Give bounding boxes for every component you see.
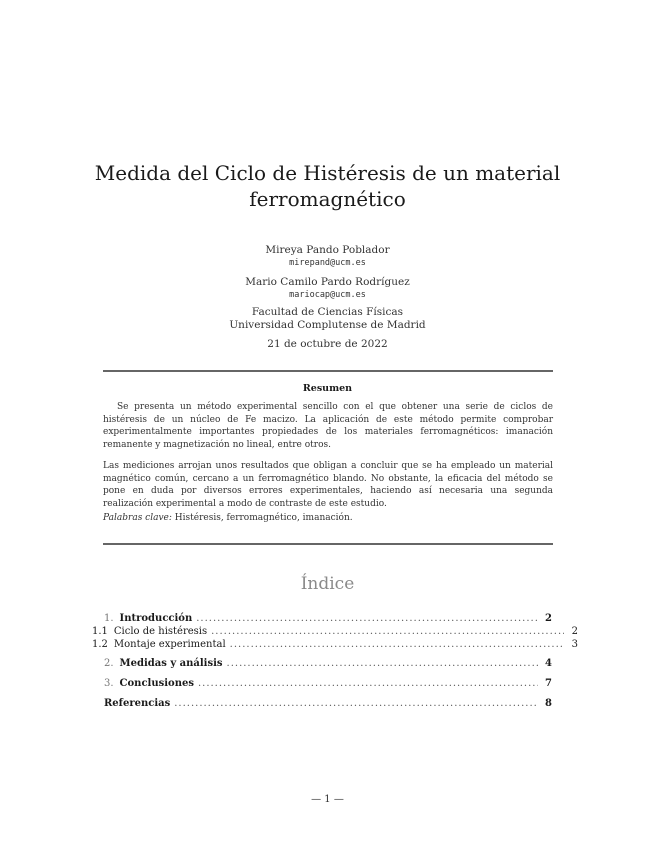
paper-title-line-2: ferromagnético bbox=[249, 187, 406, 211]
toc-entry-number: 1.1 bbox=[92, 626, 108, 637]
author-email[interactable]: mariocap@ucm.es bbox=[289, 290, 366, 300]
abstract-paragraph-1: Se presenta un método experimental sencillo con el que obtener una serie de ciclos de histéresis de un núcleo de Fe macizo. La aplicación de este método permite comprobar experimentalmente importantes propiedades de los materiales ferromagnéticos: imanación remanente y magnetización no lineal, entre otros. bbox=[103, 402, 553, 450]
toc-heading: Índice bbox=[300, 574, 355, 594]
toc-entry-number: 1.2 bbox=[92, 639, 108, 650]
toc-leader-dots bbox=[227, 657, 538, 670]
author-email[interactable]: mirepand@ucm.es bbox=[289, 258, 366, 268]
toc-entry-page: 2 bbox=[571, 626, 578, 637]
toc-entry-introduccion[interactable] bbox=[104, 612, 552, 625]
page-number-footer: — 1 — bbox=[311, 794, 344, 805]
paper-title bbox=[0, 160, 655, 212]
author-name: Mireya Pando Poblador bbox=[265, 244, 390, 256]
toc-leader-dots bbox=[211, 625, 564, 638]
toc-leader-dots bbox=[174, 697, 538, 710]
author-name: Mario Camilo Pardo Rodríguez bbox=[245, 276, 410, 288]
toc-entry-page: 4 bbox=[545, 658, 552, 669]
affiliation-faculty: Facultad de Ciencias Físicas bbox=[251, 306, 404, 318]
toc-leader-dots bbox=[198, 677, 538, 690]
toc-entry-page: 2 bbox=[545, 613, 552, 624]
toc-entry-label: Introducción bbox=[119, 613, 193, 624]
paper-title-line-1: Medida del Ciclo de Histéresis de un material bbox=[94, 161, 561, 185]
abstract-heading: Resumen bbox=[302, 383, 353, 394]
toc-entry-number: 1. bbox=[104, 613, 114, 624]
toc-entry-label: Referencias bbox=[104, 698, 171, 709]
toc-entry-page: 7 bbox=[545, 678, 552, 689]
keywords-value: Histéresis, ferromagnético, imanación. bbox=[174, 513, 353, 523]
abstract-top-rule bbox=[103, 370, 553, 372]
toc-entry-label: Ciclo de histéresis bbox=[113, 626, 208, 637]
toc-entry-number: 2. bbox=[104, 658, 114, 669]
toc-entry-montaje-experimental[interactable] bbox=[92, 638, 578, 651]
keywords-label: Palabras clave: bbox=[103, 513, 172, 523]
toc-entry-number: 3. bbox=[104, 678, 114, 689]
toc-leader-dots bbox=[230, 638, 564, 651]
toc-entry-medidas-analisis[interactable] bbox=[104, 657, 552, 670]
toc-entry-label: Montaje experimental bbox=[113, 639, 226, 650]
toc-entry-label: Conclusiones bbox=[119, 678, 194, 689]
toc-entry-page: 8 bbox=[545, 698, 552, 709]
abstract-bottom-rule bbox=[103, 543, 553, 545]
keywords-line bbox=[103, 512, 553, 525]
toc-entry-conclusiones[interactable] bbox=[104, 677, 552, 690]
abstract-paragraph-2: Las mediciones arrojan unos resultados que obligan a concluir que se ha empleado un material magnético común, cercano a un ferromagnético blando. No obstante, la eficacia del método se pone en duda por diversos errores experimentales, haciendo así necesaria una segunda realización experimental a modo de contraste de este estudio. bbox=[103, 461, 553, 509]
toc-entry-ciclo-histeresis[interactable] bbox=[92, 625, 578, 638]
paper-date: 21 de octubre de 2022 bbox=[267, 338, 388, 350]
affiliation-university: Universidad Complutense de Madrid bbox=[229, 319, 426, 331]
toc-entry-referencias[interactable] bbox=[104, 697, 552, 710]
toc-entry-label: Medidas y análisis bbox=[119, 658, 223, 669]
toc-entry-page: 3 bbox=[571, 639, 578, 650]
toc-leader-dots bbox=[196, 612, 538, 625]
